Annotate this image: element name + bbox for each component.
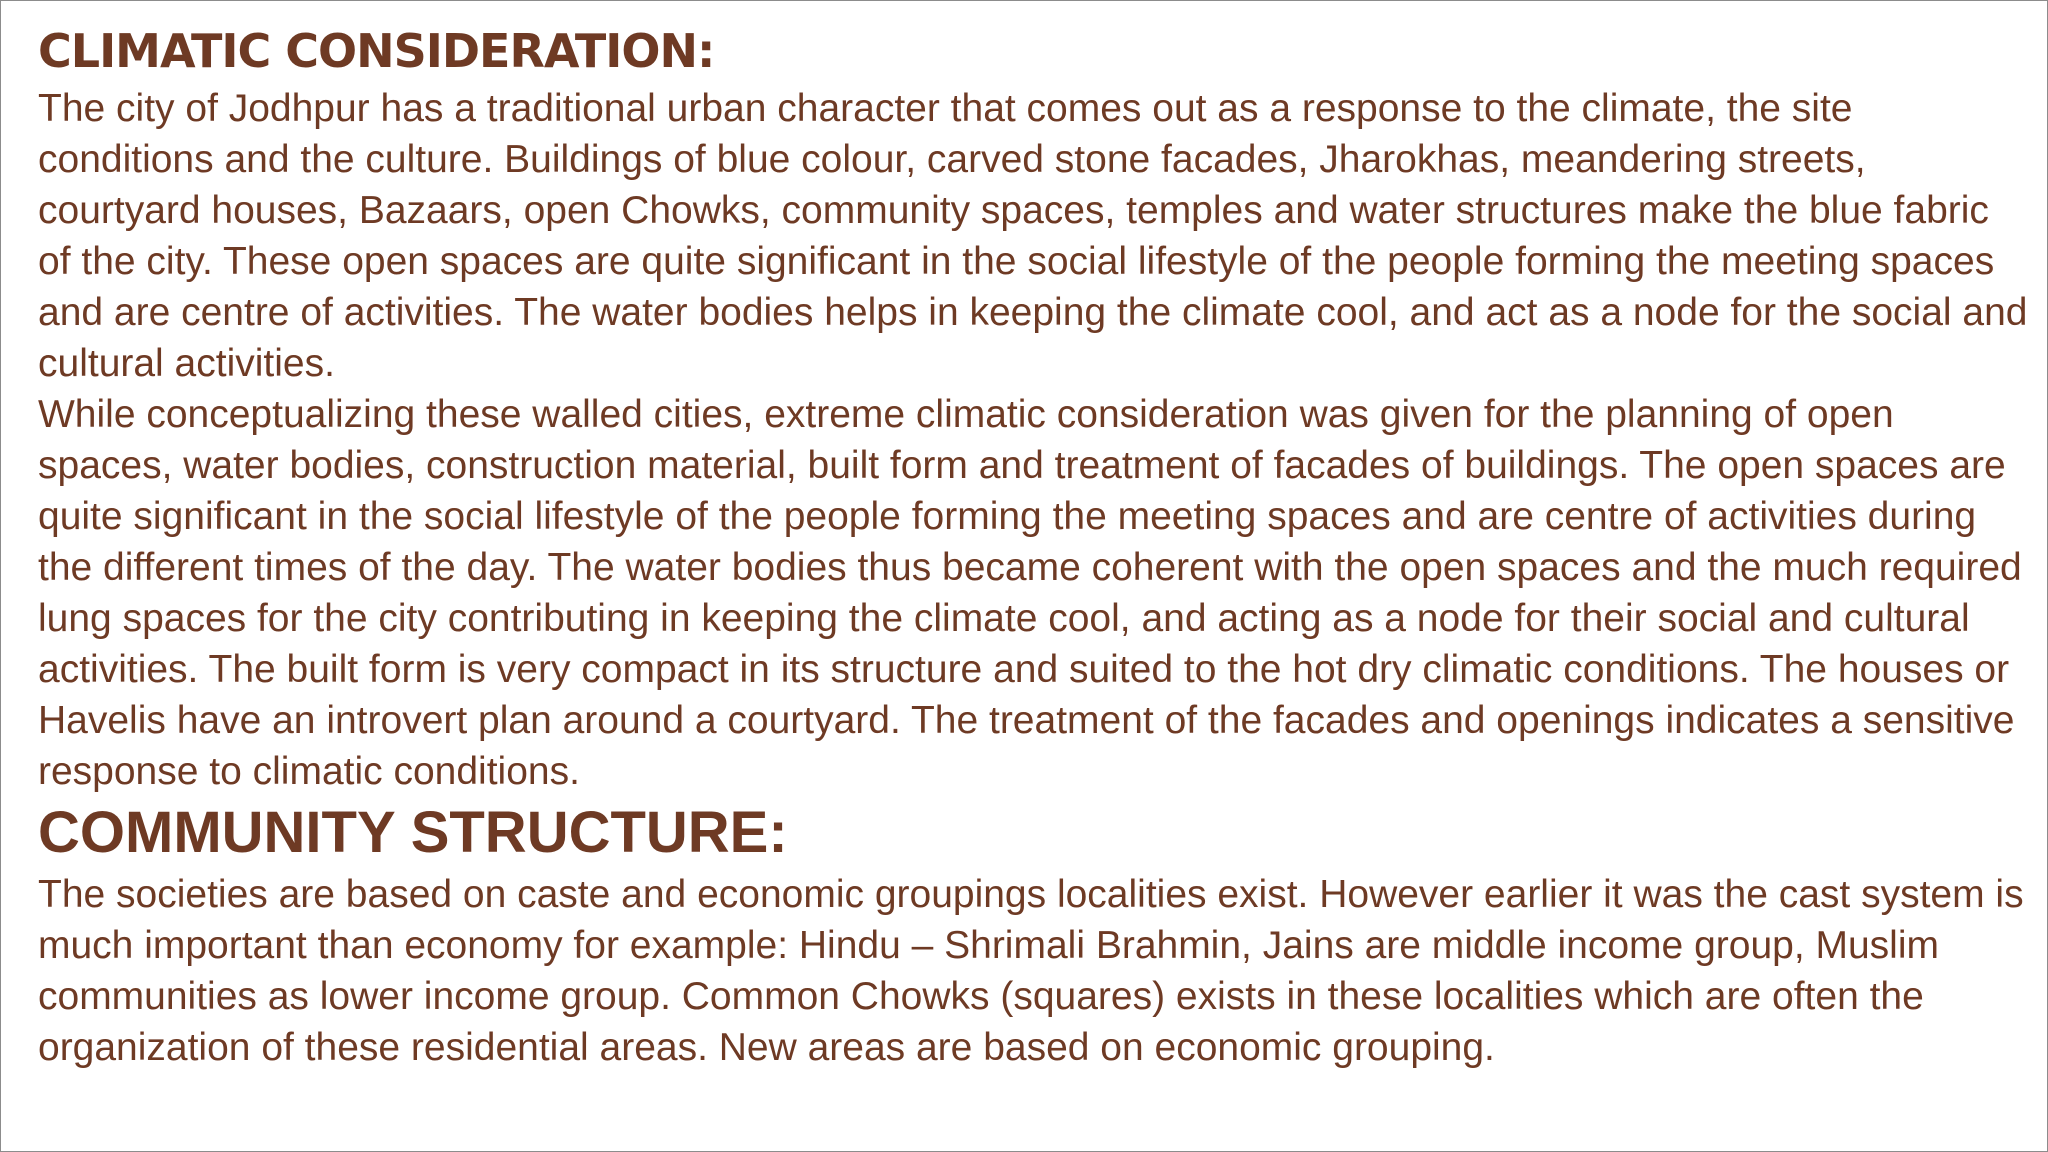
slide-content <box>38 19 2028 1073</box>
climatic-consideration-heading: CLIMATIC CONSIDERATION: <box>38 24 715 78</box>
climatic-paragraph-2: While conceptualizing these walled cities, extreme climatic consideration was given for the planning of open spaces, water bodies, construction material, built form and treatment of facades of buildings. The open spaces are quite significant in the social lifestyle of the people forming the meeting spaces and are centre of activities during the different times of the day. The water bodies thus became coherent with the open spaces and the much required lung spaces for the city contributing in keeping the climate cool, and acting as a node for their social and cultural activities. The built form is very compact in its structure and suited to the hot dry climatic conditions. The houses or Havelis have an introvert plan around a courtyard. The treatment of the facades and openings indicates a sensitive response to climatic conditions. <box>38 393 2022 793</box>
community-paragraph: The societies are based on caste and economic groupings localities exist. However earlier it was the cast system is much important than economy for example: Hindu – Shrimali Brahmin, Jains are middle income group, Muslim communities as lower income group. Common Chowks (squares) exists in these localities which are often the organization of these residential areas. New areas are based on economic grouping. <box>38 873 2024 1069</box>
community-structure-heading: COMMUNITY STRUCTURE: <box>38 800 788 865</box>
climatic-paragraph-1: The city of Jodhpur has a traditional urban character that comes out as a response to the climate, the site conditions and the culture. Buildings of blue colour, carved stone facades, Jharokhas, meandering streets, courtyard houses, Bazaars, open Chowks, community spaces, temples and water structures make the blue fabric of the city. These open spaces are quite significant in the social lifestyle of the people forming the meeting spaces and are centre of activities. The water bodies helps in keeping the climate cool, and act as a node for the social and cultural activities. <box>38 87 2028 385</box>
